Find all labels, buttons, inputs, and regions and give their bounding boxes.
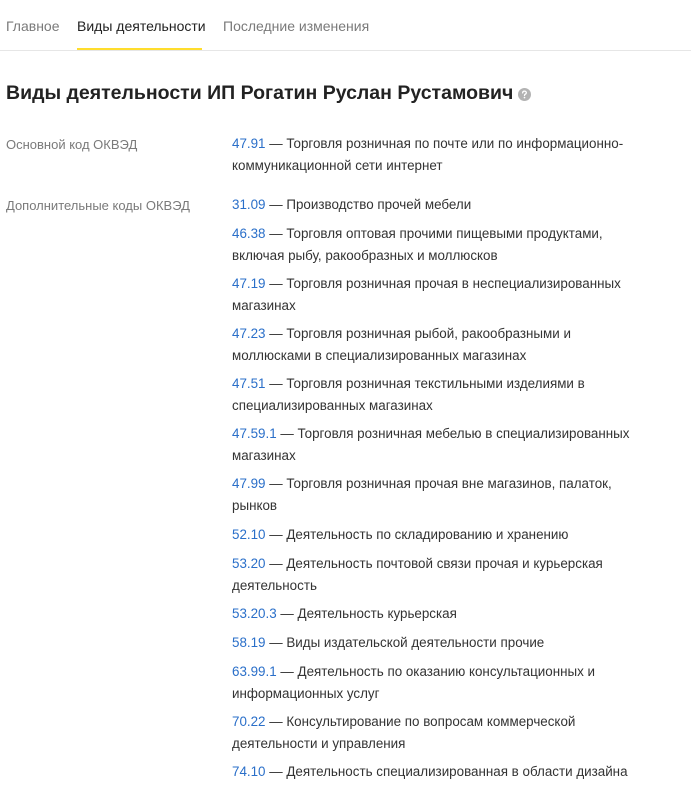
okved-separator: — bbox=[265, 197, 287, 212]
okved-description: Торговля розничная по почте или по информационно-коммуникационной сети интернет bbox=[232, 136, 624, 173]
okved-code-link[interactable]: 63.99.1 bbox=[232, 664, 277, 679]
page-title: Виды деятельности ИП Рогатин Руслан Рустамович bbox=[6, 82, 514, 104]
okved-list-item bbox=[232, 553, 652, 597]
okved-list-item bbox=[232, 373, 652, 417]
okved-list-item bbox=[232, 761, 652, 783]
okved-list-item bbox=[232, 194, 652, 216]
okved-separator: — bbox=[265, 527, 287, 542]
page-title-row bbox=[6, 80, 531, 106]
okved-code-link[interactable]: 47.59.1 bbox=[232, 426, 277, 441]
okved-separator: — bbox=[265, 764, 287, 779]
okved-list-item bbox=[232, 273, 652, 317]
main-okved-item bbox=[232, 133, 672, 177]
tab-activities[interactable]: Виды деятельности bbox=[77, 18, 206, 34]
main-okved-label: Основной код ОКВЭД bbox=[6, 137, 138, 152]
okved-list-item bbox=[232, 632, 652, 654]
okved-separator: — bbox=[276, 426, 298, 441]
okved-list-item bbox=[232, 473, 652, 517]
okved-code-link[interactable]: 53.20.3 bbox=[232, 606, 277, 621]
okved-list-item bbox=[232, 603, 652, 625]
additional-okved-label: Дополнительные коды ОКВЭД bbox=[6, 198, 190, 213]
okved-code-link[interactable]: 70.22 bbox=[232, 714, 266, 729]
okved-code-link[interactable]: 58.19 bbox=[232, 635, 266, 650]
okved-separator: — bbox=[265, 326, 287, 341]
okved-description: Деятельность специализированная в области дизайна bbox=[286, 764, 628, 779]
okved-code-link[interactable]: 31.09 bbox=[232, 197, 266, 212]
okved-list-item bbox=[232, 423, 652, 467]
okved-description: Торговля розничная рыбой, ракообразными и моллюсками в специализированных магазинах bbox=[232, 326, 571, 363]
okved-separator: — bbox=[265, 376, 287, 391]
okved-separator: — bbox=[276, 664, 298, 679]
okved-code-link[interactable]: 47.91 bbox=[232, 136, 266, 151]
okved-separator: — bbox=[265, 556, 287, 571]
okved-description: Деятельность по оказанию консультационных и информационных услуг bbox=[232, 664, 596, 701]
main-okved-section bbox=[232, 133, 672, 177]
okved-description: Торговля оптовая прочими пищевыми продуктами, включая рыбу, ракообразных и моллюсков bbox=[232, 226, 603, 263]
okved-code-link[interactable]: 53.20 bbox=[232, 556, 266, 571]
okved-list-item bbox=[232, 661, 652, 705]
tab-recent-changes[interactable]: Последние изменения bbox=[223, 18, 370, 34]
okved-description: Консультирование по вопросам коммерческой деятельности и управления bbox=[232, 714, 576, 751]
okved-separator: — bbox=[265, 276, 287, 291]
okved-list-item bbox=[232, 323, 652, 367]
okved-description: Производство прочей мебели bbox=[286, 197, 472, 212]
tab-main[interactable]: Главное bbox=[6, 18, 60, 34]
okved-separator: — bbox=[265, 226, 287, 241]
okved-separator: — bbox=[265, 714, 287, 729]
okved-code-link[interactable]: 47.51 bbox=[232, 376, 266, 391]
okved-description: Торговля розничная прочая вне магазинов, палаток, рынков bbox=[232, 476, 612, 513]
okved-separator: — bbox=[265, 476, 287, 491]
okved-description: Деятельность курьерская bbox=[297, 606, 457, 621]
okved-description: Виды издательской деятельности прочие bbox=[286, 635, 545, 650]
tab-bar bbox=[0, 0, 691, 51]
okved-separator: — bbox=[276, 606, 298, 621]
okved-code-link[interactable]: 47.23 bbox=[232, 326, 266, 341]
active-tab-indicator bbox=[77, 48, 202, 50]
okved-list-item bbox=[232, 223, 652, 267]
okved-description: Деятельность почтовой связи прочая и курьерская деятельность bbox=[232, 556, 603, 593]
okved-separator: — bbox=[265, 136, 287, 151]
okved-code-link[interactable]: 47.99 bbox=[232, 476, 266, 491]
okved-code-link[interactable]: 46.38 bbox=[232, 226, 266, 241]
okved-code-link[interactable]: 47.19 bbox=[232, 276, 266, 291]
okved-description: Деятельность по складированию и хранению bbox=[286, 527, 569, 542]
okved-list-item bbox=[232, 711, 652, 755]
okved-separator: — bbox=[265, 635, 287, 650]
okved-description: Торговля розничная мебелью в специализированных магазинах bbox=[232, 426, 630, 463]
okved-code-link[interactable]: 52.10 bbox=[232, 527, 266, 542]
okved-list-item bbox=[232, 524, 652, 546]
okved-code-link[interactable]: 74.10 bbox=[232, 764, 266, 779]
question-circle-icon[interactable] bbox=[518, 88, 531, 101]
okved-description: Торговля розничная текстильными изделиями в специализированных магазинах bbox=[232, 376, 585, 413]
okved-description: Торговля розничная прочая в неспециализированных магазинах bbox=[232, 276, 621, 313]
